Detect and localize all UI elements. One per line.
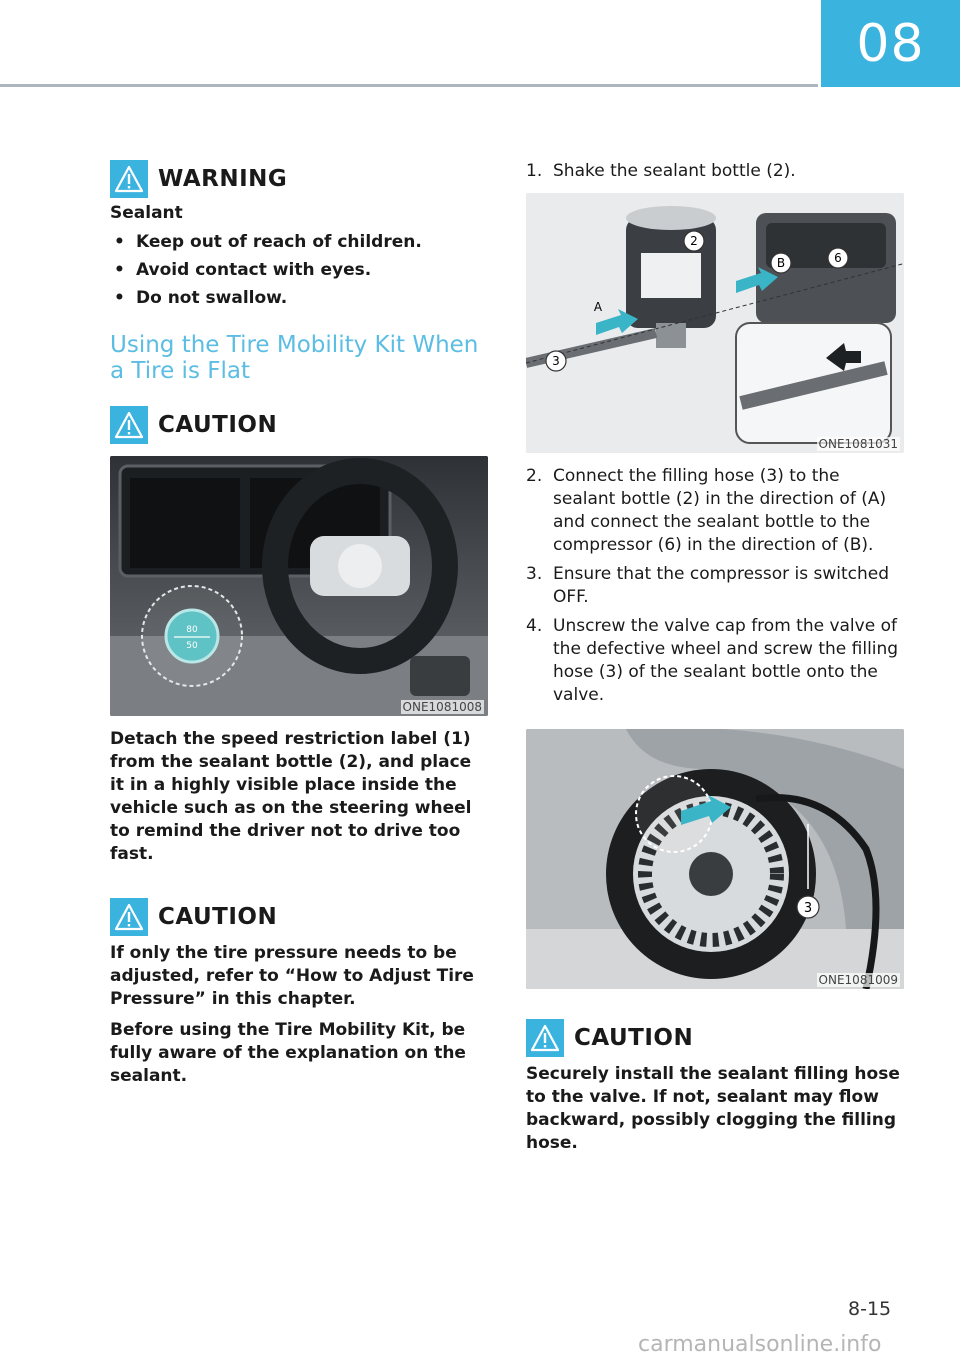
warning-subtitle: Sealant (110, 203, 183, 223)
steering-wheel-figure (110, 456, 488, 716)
callout-3-text: 3 (552, 354, 560, 368)
caution-heading (110, 898, 488, 936)
caution-heading (526, 1019, 904, 1057)
caution-heading (110, 406, 488, 444)
warning-heading (110, 160, 488, 198)
warning-item: • Avoid contact with eyes. (110, 259, 488, 282)
header-rule (0, 84, 818, 87)
step-text: Shake the sealant bottle (2). (553, 161, 796, 181)
caution-title: CAUTION (158, 904, 278, 930)
step-item (526, 160, 904, 183)
caution-paragraph: If only the tire pressure needs to be adjusted, refer to “How to Adjust Tire Pressure” in this chapter. (110, 943, 474, 1009)
steering-wheel-illustration (110, 456, 488, 716)
warning-icon (110, 898, 148, 936)
section-title-line: a Tire is Flat (110, 358, 250, 384)
caution-paragraph: Before using the Tire Mobility Kit, be fully aware of the explanation on the sealant. (110, 1020, 466, 1086)
left-column (110, 160, 488, 1088)
step-item (526, 615, 904, 707)
figure-code: ONE1081009 (818, 973, 898, 987)
callout-2-text: 2 (690, 234, 698, 248)
warning-icon (110, 406, 148, 444)
figure-code: ONE1081008 (402, 700, 482, 714)
callout-b-text: B (776, 256, 786, 270)
callout-a-text: A (593, 300, 603, 314)
section-title-line: Using the Tire Mobility Kit When (110, 332, 479, 358)
caution-paragraph: Securely install the sealant filling hose to the valve. If not, sealant may flow backward, possibly clogging the filling hose. (526, 1064, 900, 1153)
detach-instruction: Detach the speed restriction label (1) from the sealant bottle (2), and place it in a highly visible place inside the vehicle such as on the steering wheel to remind the driver not to drive too fast. (110, 729, 472, 864)
callout-6-text: 6 (834, 251, 842, 265)
sealant-bottle-illustration (526, 193, 904, 453)
caution-title: CAUTION (158, 412, 278, 438)
chapter-tab: 08 (821, 0, 960, 87)
watermark: carmanualsonline.info (638, 1332, 882, 1357)
warning-item: • Do not swallow. (110, 287, 488, 310)
step-text: Unscrew the valve cap from the valve of the defective wheel and screw the filling hose (3) of the sealant bottle onto the valve. (553, 616, 899, 705)
step-text: Connect the filling hose (3) to the sealant bottle (2) in the direction of (A) and connect the sealant bottle to the compressor (6) in the direction of (B). (553, 466, 887, 555)
warning-list (110, 231, 488, 310)
right-column (526, 160, 904, 1155)
page-number: 8-15 (848, 1298, 892, 1320)
sealant-bottle-figure (526, 193, 904, 453)
step-number: 1. (526, 161, 543, 181)
warning-title: WARNING (158, 166, 288, 192)
figure-code: ONE1081031 (818, 437, 898, 451)
wheel-figure (526, 729, 904, 989)
section-title (110, 332, 488, 384)
step-item (526, 465, 904, 557)
callout-3-text: 3 (803, 901, 813, 916)
warning-icon (526, 1019, 564, 1057)
label-80-text: 80 (186, 625, 198, 635)
step-number: 3. (526, 564, 543, 584)
steps-list (526, 465, 904, 707)
warning-item: • Keep out of reach of children. (110, 231, 488, 254)
warning-icon (110, 160, 148, 198)
label-50-text: 50 (186, 641, 198, 651)
caution-title: CAUTION (574, 1025, 694, 1051)
step-item (526, 563, 904, 609)
step-number: 2. (526, 466, 543, 486)
wheel-illustration (526, 729, 904, 989)
step-text: Ensure that the compressor is switched OFF. (553, 564, 890, 607)
step-number: 4. (526, 616, 543, 636)
